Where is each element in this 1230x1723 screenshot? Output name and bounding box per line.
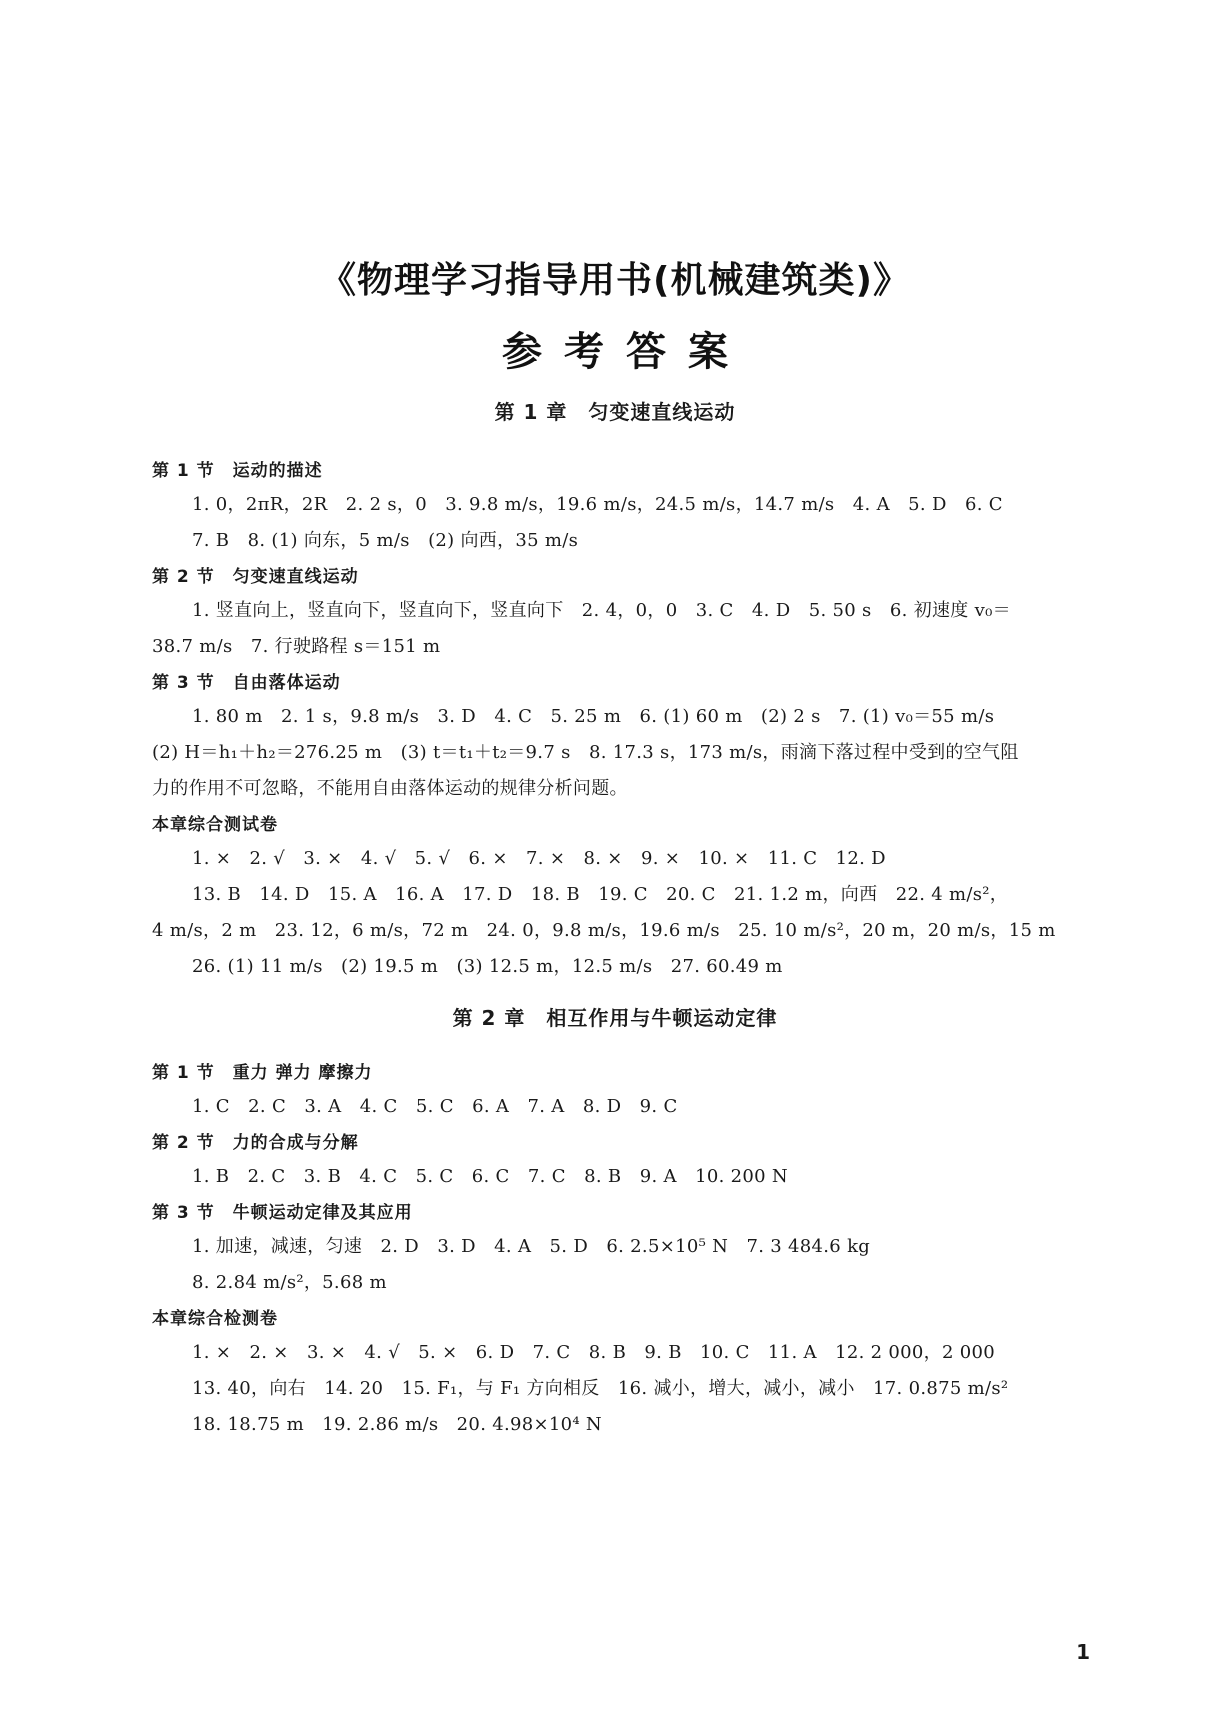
ch1-test-heading: 本章综合测试卷 [152, 815, 278, 835]
ch2-section-2-heading: 第 2 节 力的合成与分解 [152, 1133, 359, 1153]
ch1-section-2-heading: 第 2 节 匀变速直线运动 [152, 567, 359, 587]
answer-line: 8. 2.84 m/s²，5.68 m [192, 1272, 387, 1293]
answer-line: 13. 40，向右 14. 20 15. F₁，与 F₁ 方向相反 16. 减小，增大，减小，减小 17. 0.875 m/s² [192, 1378, 1009, 1399]
document-title: 《物理学习指导用书(机械建筑类)》 [320, 260, 910, 301]
answer-line: 18. 18.75 m 19. 2.86 m/s 20. 4.98×10⁴ N [192, 1414, 602, 1435]
ch2-section-3-heading: 第 3 节 牛顿运动定律及其应用 [152, 1203, 413, 1223]
answer-line: (2) H＝h₁＋h₂＝276.25 m (3) t＝t₁＋t₂＝9.7 s 8. 17.3 s，173 m/s，雨滴下落过程中受到的空气阻 [152, 742, 1019, 763]
ch1-section-3-heading: 第 3 节 自由落体运动 [152, 673, 341, 693]
answer-line: 1. 80 m 2. 1 s，9.8 m/s 3. D 4. C 5. 25 m 6. (1) 60 m (2) 2 s 7. (1) v₀＝55 m/s [192, 706, 995, 727]
ch2-section-1-heading: 第 1 节 重力 弹力 摩擦力 [152, 1063, 373, 1083]
answer-line: 1. 竖直向上，竖直向下，竖直向下，竖直向下 2. 4，0，0 3. C 4. D 5. 50 s 6. 初速度 v₀＝ [192, 600, 1011, 621]
answer-line: 1. B 2. C 3. B 4. C 5. C 6. C 7. C 8. B 9. A 10. 200 N [192, 1166, 788, 1187]
answer-line: 26. (1) 11 m/s (2) 19.5 m (3) 12.5 m，12.5 m/s 27. 60.49 m [192, 956, 783, 977]
document-subtitle: 参考答案 [502, 329, 750, 375]
ch2-test-heading: 本章综合检测卷 [152, 1309, 278, 1329]
answer-line: 7. B 8. (1) 向东，5 m/s (2) 向西，35 m/s [192, 530, 579, 551]
answer-line: 1. C 2. C 3. A 4. C 5. C 6. A 7. A 8. D 9. C [192, 1096, 678, 1117]
answer-line: 1. 加速，减速，匀速 2. D 3. D 4. A 5. D 6. 2.5×10⁵ N 7. 3 484.6 kg [192, 1236, 871, 1257]
answer-line: 1. × 2. √ 3. × 4. √ 5. √ 6. × 7. × 8. × 9. × 10. × 11. C 12. D [192, 848, 886, 869]
answer-line: 1. 0，2πR，2R 2. 2 s，0 3. 9.8 m/s，19.6 m/s，24.5 m/s，14.7 m/s 4. A 5. D 6. C [192, 494, 1003, 515]
ch1-section-1-heading: 第 1 节 运动的描述 [152, 461, 323, 481]
page-number: 1 [1076, 1640, 1090, 1664]
answer-line: 1. × 2. × 3. × 4. √ 5. × 6. D 7. C 8. B 9. B 10. C 11. A 12. 2 000，2 000 [192, 1342, 995, 1363]
answer-line: 4 m/s，2 m 23. 12，6 m/s，72 m 24. 0，9.8 m/s，19.6 m/s 25. 10 m/s²，20 m，20 m/s，15 m [152, 920, 1056, 941]
chapter-2-heading: 第 2 章 相互作用与牛顿运动定律 [452, 1006, 778, 1030]
answer-line: 38.7 m/s 7. 行驶路程 s＝151 m [152, 636, 441, 657]
chapter-1-heading: 第 1 章 匀变速直线运动 [494, 400, 736, 424]
answer-line: 力的作用不可忽略，不能用自由落体运动的规律分析问题。 [152, 778, 628, 799]
answer-line: 13. B 14. D 15. A 16. A 17. D 18. B 19. C 20. C 21. 1.2 m，向西 22. 4 m/s²， [192, 884, 1009, 905]
